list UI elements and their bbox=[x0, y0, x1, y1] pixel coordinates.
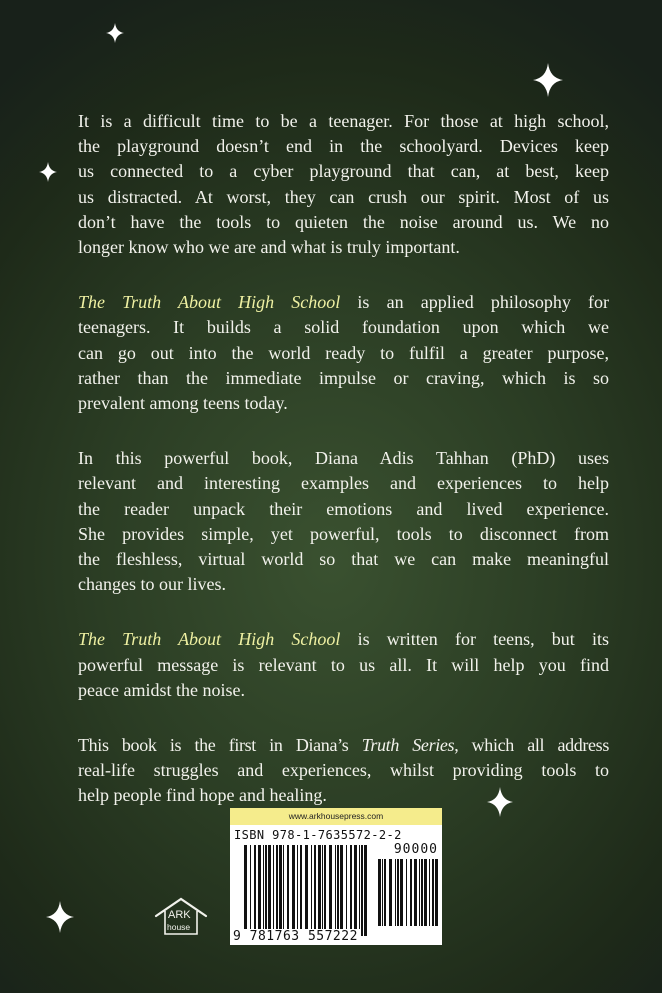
text-line: teenagers. It builds a solid foundation upon which we bbox=[78, 317, 609, 338]
text-line bbox=[78, 290, 609, 315]
barcode-bar bbox=[265, 845, 267, 936]
barcode-bar bbox=[335, 845, 336, 936]
logo-text-ark: ARK bbox=[168, 909, 191, 921]
barcode-bar bbox=[283, 845, 284, 936]
barcode-bar bbox=[421, 859, 423, 926]
barcode-bar bbox=[273, 845, 274, 936]
logo-text-house: house bbox=[167, 922, 191, 932]
barcode-bar bbox=[378, 859, 381, 926]
barcode-bar bbox=[414, 859, 417, 926]
series-name-italic: Truth Series bbox=[361, 735, 455, 756]
barcode-bar bbox=[419, 859, 420, 926]
sparkle-icon bbox=[38, 161, 58, 183]
barcode-bar bbox=[305, 845, 308, 936]
sparkle-icon bbox=[105, 22, 125, 44]
text-line: She provides simple, yet powerful, tools to disconnect from bbox=[78, 523, 609, 544]
barcode-bar bbox=[359, 845, 360, 936]
text-segment: , which all address bbox=[454, 735, 609, 756]
book-title-italic: The Truth About High School bbox=[78, 292, 341, 313]
paragraph-author bbox=[78, 446, 609, 597]
text-line: the fleshless, virtual world so that we can make meaningful bbox=[78, 549, 609, 570]
sparkle-icon bbox=[45, 900, 75, 934]
barcode-bar bbox=[254, 845, 256, 936]
barcode-bar bbox=[397, 859, 399, 926]
barcode-bar bbox=[364, 845, 367, 936]
barcode-bar bbox=[384, 859, 386, 926]
barcode-bar bbox=[300, 845, 302, 936]
barcode-bar bbox=[350, 845, 352, 936]
barcode-bar bbox=[329, 845, 332, 936]
text-line: the playground doesn’t end in the schoolyard. Devices keep bbox=[78, 136, 609, 157]
text-line: In this powerful book, Diana Adis Tahhan (PhD) uses bbox=[78, 448, 609, 469]
barcode-bar bbox=[276, 845, 278, 936]
price-code: 90000 bbox=[393, 842, 438, 857]
text-line: can go out into the world ready to fulfil a greater purpose, bbox=[78, 342, 609, 363]
paragraph-intro bbox=[78, 109, 609, 260]
text-line: us distracted. At worst, they can crush our spirit. Most of us bbox=[78, 186, 609, 207]
barcode-bar bbox=[340, 845, 343, 936]
text-line: real-life struggles and experiences, whilst providing tools to bbox=[78, 760, 609, 781]
text-line: rather than the immediate impulse or craving, which is so bbox=[78, 367, 609, 388]
barcode-bar bbox=[406, 859, 407, 926]
book-title-italic: The Truth About High School bbox=[78, 629, 341, 650]
barcode-bar bbox=[314, 845, 316, 936]
barcode-bar bbox=[263, 845, 264, 936]
barcode-bar bbox=[279, 845, 282, 936]
text-line: prevalent among teens today. bbox=[78, 393, 288, 414]
paragraph-series bbox=[78, 733, 609, 809]
barcode-bar bbox=[250, 845, 251, 936]
barcode-bar bbox=[322, 845, 323, 936]
barcode-bar bbox=[389, 859, 392, 926]
text-line: don’t have the tools to quieten the noise around us. We no bbox=[78, 211, 609, 232]
paragraph-audience bbox=[78, 627, 609, 703]
sparkle-icon bbox=[532, 62, 564, 98]
text-line: powerful message is relevant to us all. It will help you find bbox=[78, 654, 609, 675]
barcode-bar bbox=[382, 859, 383, 926]
text-segment: is an applied philosophy for bbox=[340, 292, 609, 313]
back-cover-blurb bbox=[78, 109, 609, 839]
barcode-bar bbox=[258, 845, 261, 936]
barcode-bar bbox=[292, 845, 295, 936]
text-line: the reader unpack their emotions and lived experience. bbox=[78, 498, 609, 519]
barcode-bar bbox=[318, 845, 321, 936]
barcode-bar bbox=[410, 859, 412, 926]
barcode-bar bbox=[311, 845, 312, 936]
text-line bbox=[78, 627, 609, 652]
barcode-bar bbox=[424, 859, 427, 926]
barcode-bar bbox=[244, 845, 247, 936]
isbn-barcode bbox=[230, 808, 442, 945]
text-line: longer know who we are and what is truly important. bbox=[78, 237, 460, 258]
barcode-bar bbox=[395, 859, 396, 926]
text-line: help people find hope and healing. bbox=[78, 785, 327, 806]
text-line: changes to our lives. bbox=[78, 574, 226, 595]
text-segment: is written for teens, but its bbox=[340, 629, 609, 650]
barcode-digits: 9 781763 557222 bbox=[233, 929, 358, 944]
barcode-bar bbox=[432, 859, 434, 926]
ark-house-logo bbox=[153, 896, 209, 938]
paragraph-philosophy bbox=[78, 290, 609, 416]
barcode-bar bbox=[400, 859, 403, 926]
isbn-text: ISBN 978-1-7635572-2-2 bbox=[234, 828, 402, 842]
barcode-bar bbox=[324, 845, 326, 936]
text-line: relevant and interesting examples and experiences to help bbox=[78, 473, 609, 494]
barcode-bar bbox=[361, 845, 363, 936]
barcode-bar bbox=[287, 845, 289, 936]
barcode-bar bbox=[268, 845, 271, 936]
text-line: It is a difficult time to be a teenager. For those at high school, bbox=[78, 111, 609, 131]
text-line: us connected to a cyber playground that can, at best, keep bbox=[78, 161, 609, 182]
publisher-url: www.arkhousepress.com bbox=[230, 808, 442, 825]
barcode-bar bbox=[435, 859, 438, 926]
barcode-bar bbox=[354, 845, 357, 936]
barcode-bar bbox=[429, 859, 430, 926]
text-segment: This book is the first in Diana’s bbox=[78, 735, 362, 756]
barcode-bar bbox=[337, 845, 339, 936]
text-line: peace amidst the noise. bbox=[78, 679, 245, 700]
barcode-bar bbox=[346, 845, 347, 936]
text-line bbox=[78, 733, 609, 758]
barcode-bar bbox=[297, 845, 298, 936]
